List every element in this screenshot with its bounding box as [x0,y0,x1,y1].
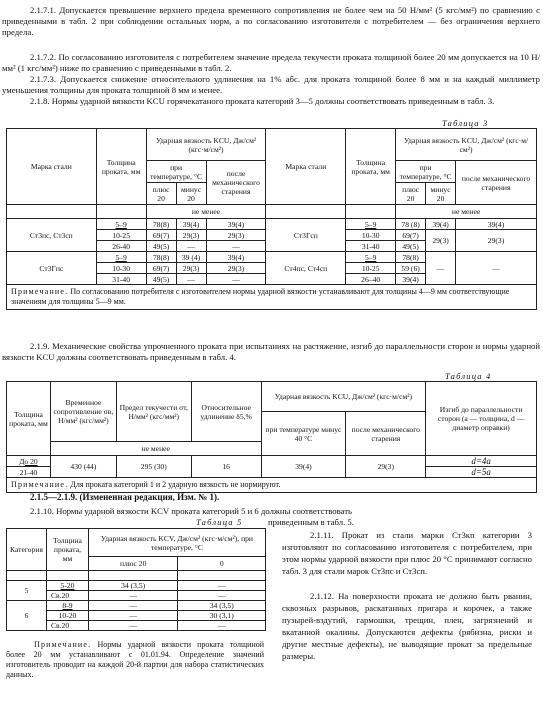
t4-cell: 29(3) [346,456,426,478]
t3-cell: 29(3) [426,230,456,252]
t3-cell: 10-25 [96,230,146,241]
paragraph-2-1-7-2: 2.1.7.2. По согласованию изготовителя с потребителем значение предела текучести проката толщиной более 20 мм допускается на 10 Н/мм² (1 кгс/мм²) ниже по сравнению с приведенными в табл. 2. [2,52,540,73]
t3-note-label: Примечание. [11,287,69,296]
t3-cell: 69(7) [146,230,176,241]
t3-cell: 5–9 [346,219,396,230]
t5-cell: 30 (3,1) [178,611,266,621]
table-row [7,581,266,591]
table-row [7,456,537,467]
t4-note [7,478,537,493]
t4-cell: 39(4) [261,456,346,478]
t5-header-thickness: Толщина проката, мм [46,529,88,571]
t4-header-thickness: Толщина проката, мм [7,382,51,456]
table-row [7,219,537,230]
t5-cell: — [88,601,178,611]
paragraph-2-1-12: 2.1.12. На поверхности проката не должно быть рванин, сквозных разрывов, раскатанных пригара и корочек, а также пузырей-вздутий, гармошки, трещин, плен, загрязнений и вкатанной окалины. Допускаются дефекты (рябизна, риски и другие местные дефекты), не выводящие прокат за предельные размеры. [282,591,532,661]
t5-note-text: Нормы ударной вязкости проката толщиной более 20 мм устанавливают с 01.01.94. Определение значений изготовитель проводит на каждой 20-й партии для набора статистических данных. [6,640,265,679]
t4-header-min: не менее [50,442,261,456]
table-3-caption: Таблица 3 [442,118,489,128]
t4-header-aging: после механического старения [346,412,426,456]
t3-header-min: не менее [146,205,266,219]
t3-cell: 10-30 [346,230,396,241]
t3-grade-cell: Ст3Гпс [7,252,97,285]
t5-cell: — [178,591,266,601]
table-4-caption: Таблица 4 [445,371,492,381]
t5-cell: 5-20 [46,581,88,591]
table-4 [6,381,537,493]
t5-header-plus20: плюс 20 [88,557,178,571]
table-5-caption: Таблица 5 [196,517,243,527]
t4-cell: d=5a [426,467,537,478]
t5-cell: 10-20 [46,611,88,621]
t3-header-minus20: минус 20 [176,183,206,205]
t3-cell: 31-40 [96,274,146,285]
t3-cell: 29(3) [206,230,266,241]
t3-cell: 29(3) [176,230,206,241]
t3-cell: 26-40 [96,241,146,252]
t3-header-minus20-right: минус 20 [426,183,456,205]
t3-cell: — [456,252,537,285]
amendment-heading: 2.1.5—2.1.9. (Измененная редакция, Изм. № 1). [30,492,220,502]
t4-cell: 16 [191,456,261,478]
t5-cell: 34 (3,5) [178,601,266,611]
t3-header-impact-right: Ударная вязкость KCU, Дж/см² (кгс·м/см²) [396,129,537,161]
t5-cell: Св.20 [46,621,88,631]
t3-header-at-temp: при температуре, °С [146,161,206,183]
paragraph-2-1-9: 2.1.9. Механические свойства упрочненного проката при испытаниях на растяжение, изгиб до параллельности сторон и нормы ударной вязкости KCU должны соответствовать приведенным в табл. 4. [2,341,540,362]
paragraph-2-1-7-1: 2.1.7.1. Допускается превышение верхнего предела временного сопротивления не более чем на 50 Н/мм² (5 кгс/мм²) по сравнению с приведенными в табл. 2 при соблюдении остальных норм, а по согласованию изготовителя с потребителем — без ограничения верхнего предела. [2,5,540,37]
t4-header-bend: Изгиб до параллельности сторон (а — толщина, d — диаметр оправки) [426,382,537,456]
t3-cell: — [426,252,456,285]
t4-cell: 21-40 [7,467,51,478]
t3-note [7,285,537,310]
t4-cell: d=4a [426,456,537,467]
t3-cell: 39(4) [176,219,206,230]
t3-header-thickness: Толщина проката, мм [96,129,146,205]
t4-note-text: Для проката категорий 1 и 2 ударную вязкость не нормируют. [70,480,281,489]
t5-note-label: Примечание. [34,640,92,649]
t3-header-aging-right: после механического старения [456,161,537,205]
t5-note [6,640,264,680]
t3-cell: 39(4) [396,274,426,285]
t3-cell: — [176,274,206,285]
t4-cell: До 20 [7,456,51,467]
t4-note-label: Примечание. [11,480,69,489]
t3-cell: 49(5) [396,241,426,252]
t3-cell: 5–9 [346,252,396,263]
t3-grade-cell: Ст3пс, Ст3сп [7,219,97,252]
paragraph-2-1-8: 2.1.8. Нормы ударной вязкости KCU горячекатаного проката категорий 3—5 должны соответствовать приведенным в табл. 3. [30,96,495,106]
t3-cell: 39 (4) [176,252,206,263]
t5-cell: — [178,621,266,631]
paragraph-2-1-7-3: 2.1.7.3. Допускается снижение относительного удлинения на 1% абс. для проката толщиной более 8 мм и на каждый миллиметр уменьшения толщины для проката толщиной 8 мм и менее. [2,74,540,95]
t3-cell: 31-40 [346,241,396,252]
t5-cell: 34 (3,5) [88,581,178,591]
t3-cell: — [176,241,206,252]
t3-header-thickness-right: Толщина проката, мм [346,129,396,205]
t5-cell: 6 [7,601,47,631]
t4-header-impact: Ударная вязкость KCU, Дж/см² (кгс·м/см²) [261,382,426,412]
t4-cell: 430 (44) [50,456,116,478]
t3-cell: 10-25 [346,263,396,274]
t5-cell: 8-9 [46,601,88,611]
table-3 [6,128,537,310]
t3-cell: 39(4) [206,252,266,263]
t3-cell: 49(5) [146,274,176,285]
t3-grade-cell-right: Ст3Гсп [266,219,346,252]
t3-cell: 26–40 [346,274,396,285]
t3-cell: 78 (8) [396,219,426,230]
t3-header-grade: Марка стали [7,129,97,205]
t5-header-impact: Ударная вязкость KCV, Дж/см² (кгс·м/см²), при температуре, °С [88,529,265,557]
t4-header-elong: Относительное удлинение δ5,% [191,382,261,442]
t3-cell: 69(7) [396,230,426,241]
t3-cell: 78(8) [396,252,426,263]
t3-cell: 39(4) [456,219,537,230]
paragraph-2-1-10-cont: приведенным в табл. 5. [268,517,354,527]
t3-cell: 10-30 [96,263,146,274]
t5-cell: — [88,591,178,601]
t3-cell: 5–9 [96,219,146,230]
t3-cell: — [206,274,266,285]
t5-cell: — [178,581,266,591]
t5-cell: 5 [7,581,47,601]
t3-cell: 39(4) [426,219,456,230]
t3-header-plus20: плюс 20 [146,183,176,205]
paragraph-2-1-11: 2.1.11. Прокат из стали марки Ст3кп категории 3 изготовляют по согласованию изготовителя с потребителем, при этом нормы ударной вязкости при плюс 20 °С принимают согласно табл. 3 для стали марок Ст3пс и Ст3сп. [282,530,532,576]
t3-header-aging: после механического старения [206,161,266,205]
t4-cell: 295 (30) [116,456,191,478]
t3-cell: 5–9 [96,252,146,263]
t3-cell: 29(3) [206,263,266,274]
t5-cell: Св.20 [46,591,88,601]
t3-note-text: По согласованию потребителя с изготовителем нормы ударной вязкости устанавливают для толщины 4—9 мм соответствующие значениям для толщины 5—9 мм. [11,287,510,306]
t4-header-yield: Предел текучести σт, Н/мм² (кгс/мм²) [116,382,191,442]
t5-header-zero: 0 [178,557,266,571]
t3-cell: 29(3) [176,263,206,274]
table-5 [6,528,266,631]
t3-cell: — [206,241,266,252]
t3-cell: 39(4) [206,219,266,230]
t3-header-grade-right: Марка стали [266,129,346,205]
t3-header-plus20-right: плюс 20 [396,183,426,205]
t5-cell: — [88,611,178,621]
t3-cell: 49(5) [146,241,176,252]
table-row [7,601,266,611]
t3-header-min-right: не менее [396,205,537,219]
t3-cell: 69(7) [146,263,176,274]
t5-cell: — [88,621,178,631]
t4-header-temp: при температуре минус 40 °С [261,412,346,456]
t3-cell: 29(3) [456,230,537,252]
table-row [7,252,537,263]
paragraph-2-1-10: 2.1.10. Нормы ударной вязкости KCV проката категорий 5 и 6 должны соответствовать [30,506,353,516]
t3-header-at-temp-right: при температуре, °С [396,161,456,183]
t3-grade-cell-right: Ст4пс, Ст4сп [266,252,346,285]
t3-cell: 78(8) [146,219,176,230]
t3-header-impact: Ударная вязкость KCU, Дж/см² (кгс·м/см²) [146,129,266,161]
t3-cell: 59 (6) [396,263,426,274]
t5-header-category: Категория [7,529,47,571]
t4-header-tensile: Временное сопротивление σв, Н/мм² (кгс/мм²) [50,382,116,442]
t3-cell: 78(8) [146,252,176,263]
